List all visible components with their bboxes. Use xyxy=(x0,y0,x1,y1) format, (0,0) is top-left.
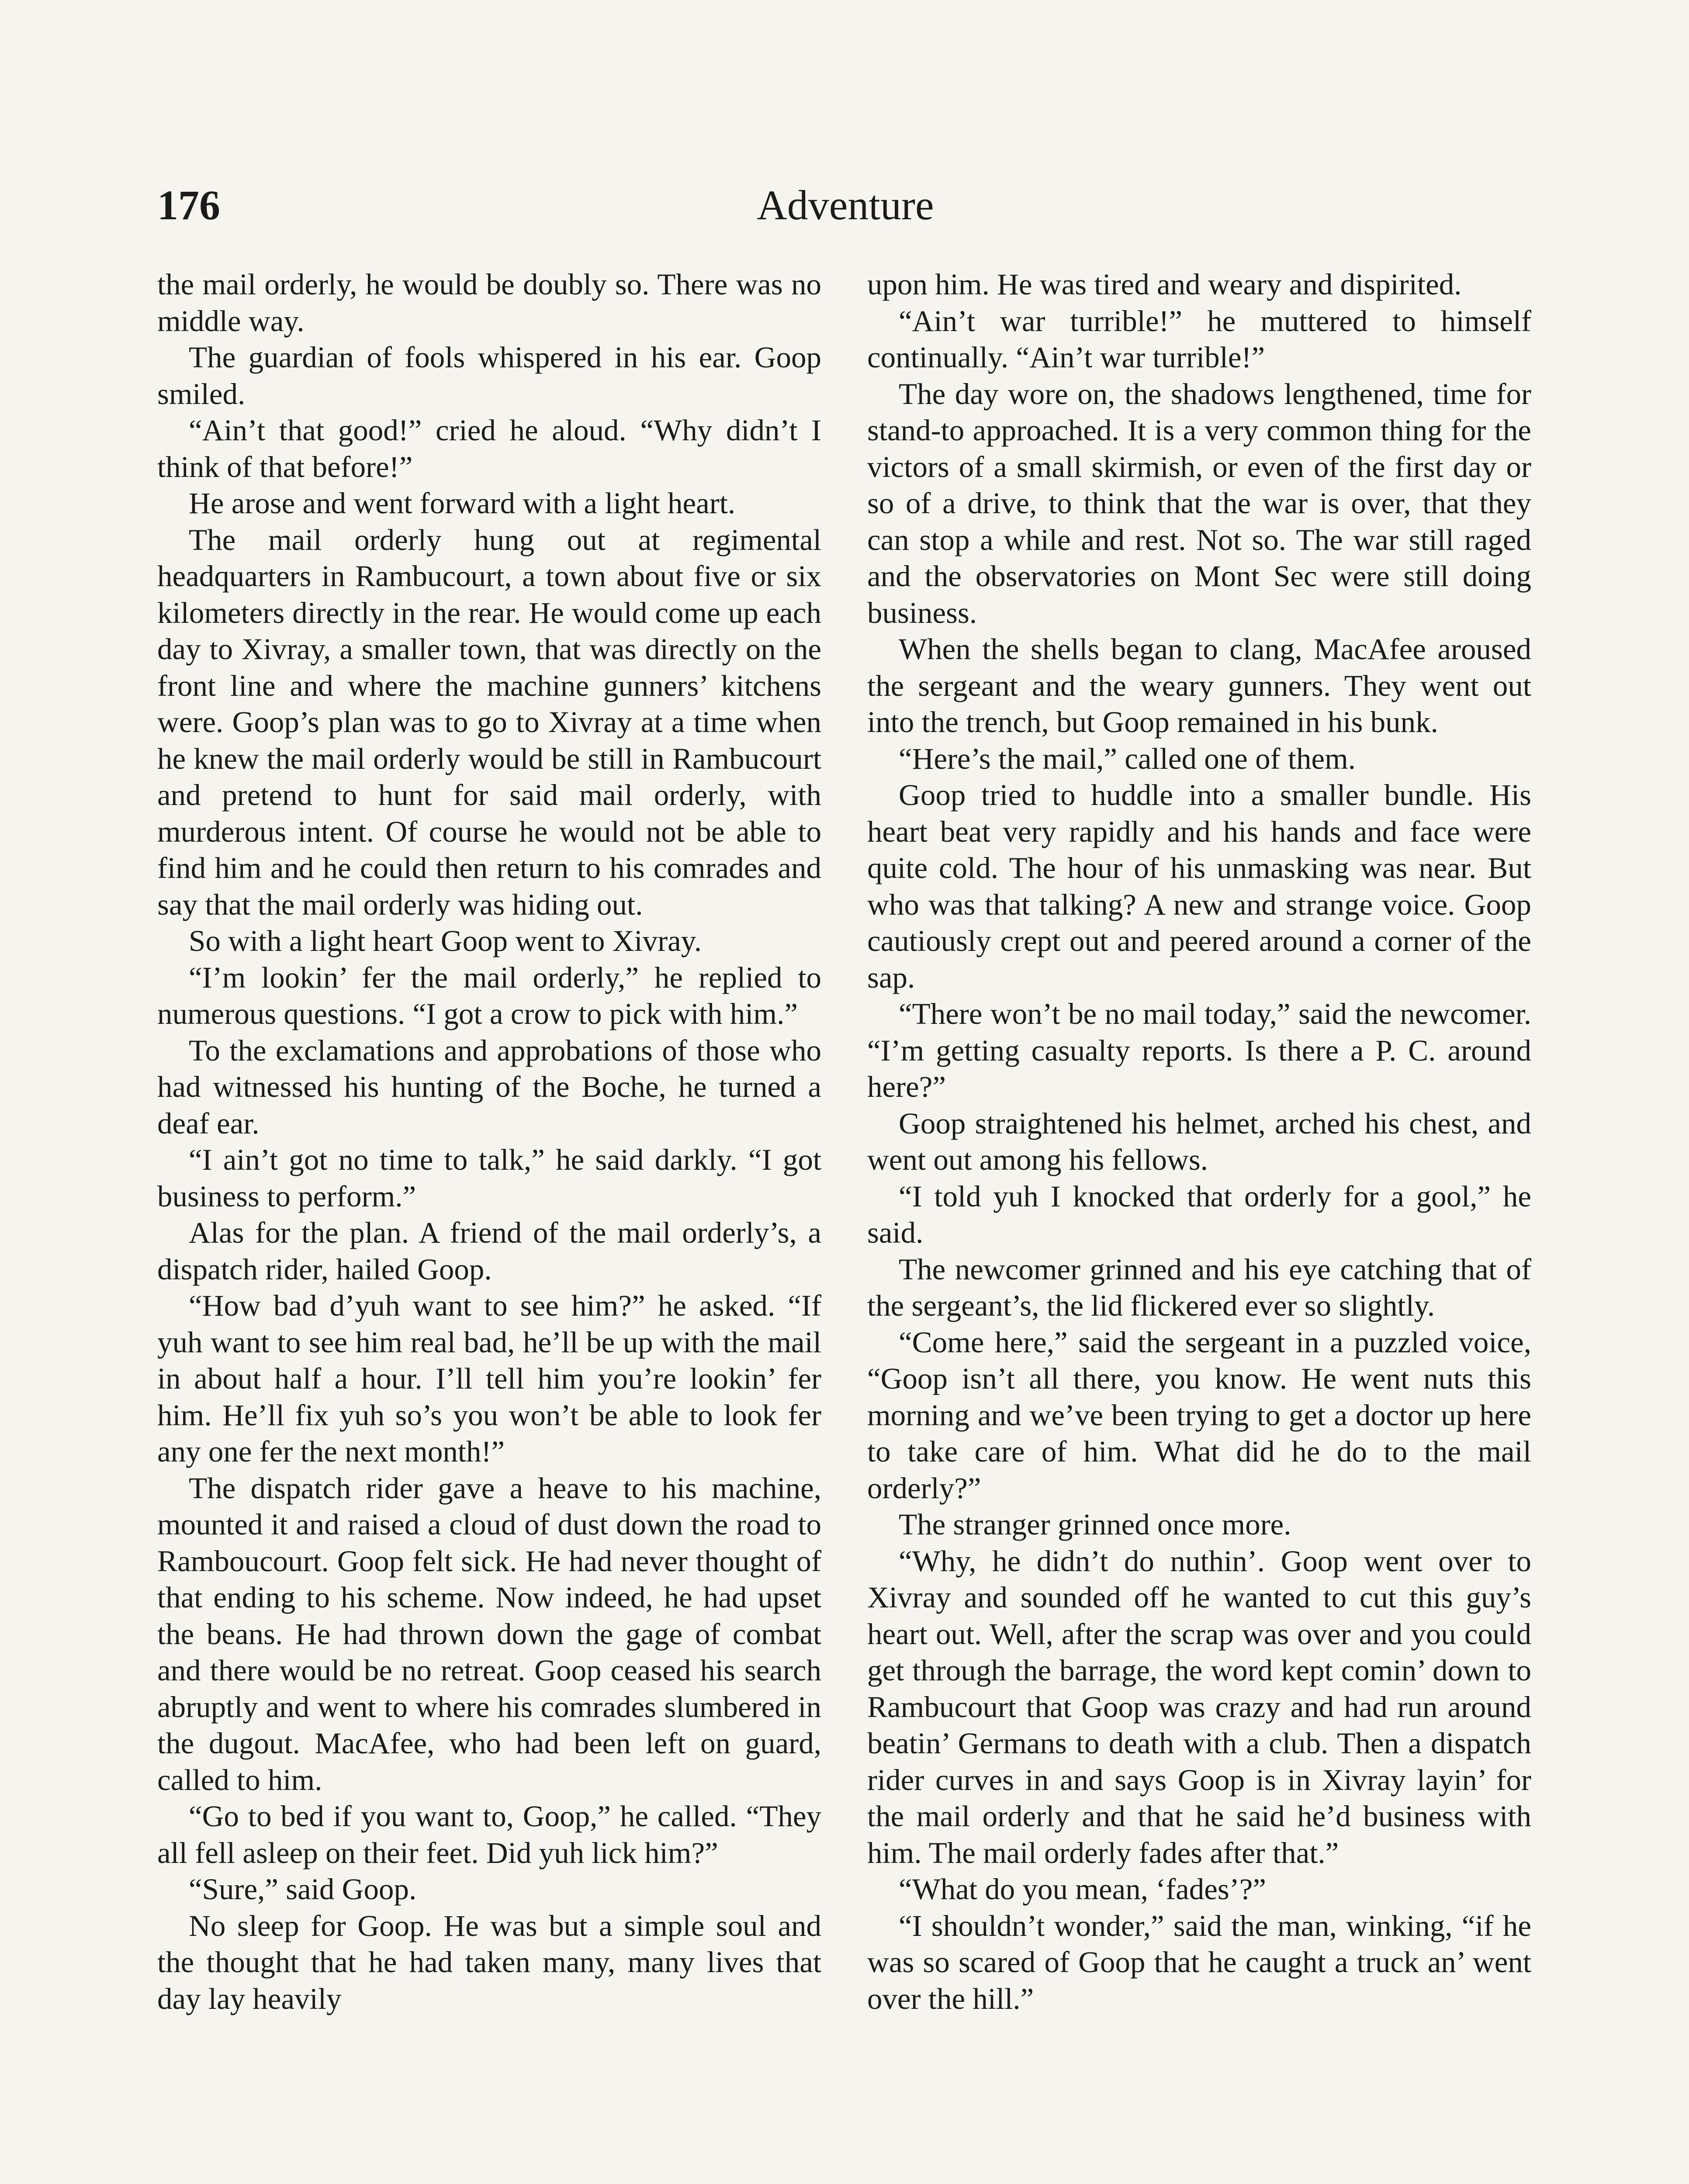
paragraph: Alas for the plan. A friend of the mail orderly’s, a dispatch rider, hailed Goop. xyxy=(157,1216,821,1286)
running-title: Adventure xyxy=(757,182,934,228)
right-column xyxy=(867,266,1531,2017)
paragraph: The guardian of fools whispered in his ear. Goop smiled. xyxy=(157,341,821,411)
paragraph: “Ain’t that good!” cried he aloud. “Why didn’t I think of that before!” xyxy=(157,414,821,484)
paragraph: “I told yuh I knocked that orderly for a gool,” he said. xyxy=(867,1179,1531,1249)
paragraph: The mail orderly hung out at regimental headquarters in Rambucourt, a town about five or six kilometers directly in the rear. He would come up each day to Xivray, a smaller town, that was directly on the front line and where the machine gunners’ kitchens were. Goop’s plan was to go to Xivray at a time when he knew the mail orderly would be still in Rambucourt and pretend to hunt for said mail orderly, with murderous intent. Of course he would not be able to find him and he could then return to his comrades and say that the mail orderly was hiding out. xyxy=(157,523,821,921)
paragraph: “Why, he didn’t do nuthin’. Goop went over to Xivray and sounded off he wanted to cut this guy’s heart out. Well, after the scrap was over and you could get through the barrage, the word kept comin’ down to Rambucourt that Goop was crazy and had run around beatin’ Germans to death with a club. Then a dispatch rider curves in and says Goop is in Xivray layin’ for the mail orderly and that he said he’d business with him. The mail orderly fades after that.” xyxy=(867,1544,1531,1870)
paragraph: upon him. He was tired and weary and dispirited. xyxy=(867,268,1462,301)
paragraph: When the shells began to clang, MacAfee aroused the sergeant and the weary gunners. They went out into the trench, but Goop remained in his bunk. xyxy=(867,632,1531,739)
paragraph: “What do you mean, ‘fades’?” xyxy=(899,1873,1267,1906)
paragraph: “Here’s the mail,” called one of them. xyxy=(899,742,1356,775)
page-number: 176 xyxy=(157,182,220,228)
paragraph: “Go to bed if you want to, Goop,” he called. “They all fell asleep on their feet. Did yuh lick him?” xyxy=(157,1800,821,1870)
paragraph: Goop straightened his helmet, arched his chest, and went out among his fellows. xyxy=(867,1106,1531,1176)
paragraph: So with a light heart Goop went to Xivray. xyxy=(189,924,702,957)
paragraph: “I ain’t got no time to talk,” he said darkly. “I got business to perform.” xyxy=(157,1143,821,1213)
paragraph: Goop tried to huddle into a smaller bundle. His heart beat very rapidly and his hands and face were quite cold. The hour of his unmasking was near. But who was that talking? A new and strange voice. Goop cautiously crept out and peered around a corner of the sap. xyxy=(867,778,1531,994)
paragraph: “There won’t be no mail today,” said the newcomer. “I’m getting casualty reports. Is there a P. C. around here?” xyxy=(867,997,1531,1103)
paragraph: The dispatch rider gave a heave to his machine, mounted it and raised a cloud of dust down the road to Ramboucourt. Goop felt sick. He had never thought of that ending to his scheme. Now indeed, he had upset the beans. He had thrown down the gage of combat and there would be no retreat. Goop ceased his search abruptly and went to where his comrades slumbered in the dugout. MacAfee, who had been left on guard, called to him. xyxy=(157,1471,821,1797)
paragraph: The stranger grinned once more. xyxy=(899,1508,1291,1541)
paragraph: “Ain’t war turrible!” he muttered to himself continually. “Ain’t war turrible!” xyxy=(867,304,1531,374)
paragraph: The day wore on, the shadows lengthened, time for stand-to approached. It is a very common thing for the victors of a small skirmish, or even of the first day or so of a drive, to think that the war is over, that they can stop a while and rest. Not so. The war still raged and the observatories on Mont Sec were still doing business. xyxy=(867,377,1531,629)
paragraph: The newcomer grinned and his eye catching that of the sergeant’s, the lid flickered ever so slightly. xyxy=(867,1252,1531,1322)
paragraph: “Sure,” said Goop. xyxy=(189,1873,417,1906)
left-column xyxy=(157,266,821,2017)
paragraph: “I’m lookin’ fer the mail orderly,” he replied to numerous questions. “I got a crow to pick with him.” xyxy=(157,961,821,1030)
paragraph: He arose and went forward with a light heart. xyxy=(189,487,736,520)
paragraph: the mail orderly, he would be doubly so. There was no middle way. xyxy=(157,268,821,338)
page-header xyxy=(157,175,1533,236)
paragraph: No sleep for Goop. He was but a simple soul and the thought that he had taken many, many lives that day lay heavily xyxy=(157,1909,821,2015)
paragraph: “I shouldn’t wonder,” said the man, winking, “if he was so scared of Goop that he caught a truck an’ went over the hill.” xyxy=(867,1909,1531,2015)
paragraph: “Come here,” said the sergeant in a puzzled voice, “Goop isn’t all there, you know. He went nuts this morning and we’ve been trying to get a doctor up here to take care of him. What did he do to the mail orderly?” xyxy=(867,1325,1531,1505)
paragraph: To the exclamations and approbations of those who had witnessed his hunting of the Boche, he turned a deaf ear. xyxy=(157,1033,821,1140)
paragraph: “How bad d’yuh want to see him?” he asked. “If yuh want to see him real bad, he’ll be up with the mail in about half a hour. I’ll tell him you’re lookin’ fer him. He’ll fix yuh so’s you won’t be able to look fer any one fer the next month!” xyxy=(157,1289,821,1468)
